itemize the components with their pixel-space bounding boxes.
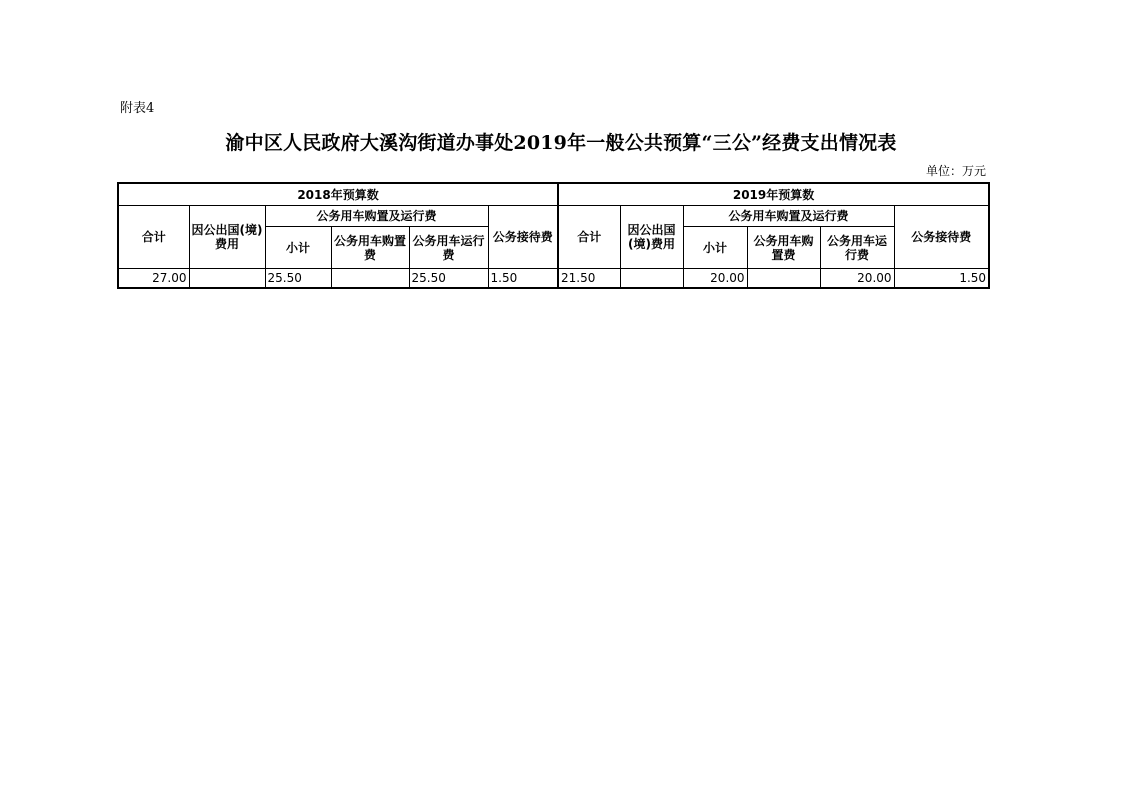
col-2019-abroad: 因公出国(境)费用 <box>620 206 683 269</box>
cell-2018-vehicle-operation: 25.50 <box>409 269 488 289</box>
col-2018-abroad: 因公出国(境)费用 <box>189 206 265 269</box>
cell-2019-vehicle-operation: 20.00 <box>820 269 894 289</box>
cell-2019-subtotal: 20.00 <box>683 269 747 289</box>
attachment-label: 附表4 <box>120 101 155 116</box>
year-2018-header: 2018年预算数 <box>118 183 558 206</box>
unit-label: 单位：万元 <box>925 164 986 178</box>
col-2019-vehicle-operation: 公务用车运行费 <box>820 227 894 269</box>
col-2018-vehicle-operation: 公务用车运行费 <box>409 227 488 269</box>
cell-2019-total: 21.50 <box>558 269 620 289</box>
document-title: 渝中区人民政府大溪沟街道办事处2019年一般公共预算“三公”经费支出情况表 <box>225 132 897 154</box>
cell-2019-vehicle-purchase <box>747 269 820 289</box>
col-2018-vehicle-purchase: 公务用车购置费 <box>331 227 409 269</box>
col-2019-reception: 公务接待费 <box>894 206 989 269</box>
year-2019-header: 2019年预算数 <box>558 183 989 206</box>
col-2018-subtotal: 小计 <box>265 227 331 269</box>
budget-table <box>117 182 990 289</box>
cell-2018-subtotal: 25.50 <box>265 269 331 289</box>
col-2018-total: 合计 <box>118 206 189 269</box>
cell-2019-abroad <box>620 269 683 289</box>
cell-2018-abroad <box>189 269 265 289</box>
cell-2018-vehicle-purchase <box>331 269 409 289</box>
col-2019-vehicle-purchase: 公务用车购置费 <box>747 227 820 269</box>
cell-2018-total: 27.00 <box>118 269 189 289</box>
col-2019-subtotal: 小计 <box>683 227 747 269</box>
cell-2019-reception: 1.50 <box>894 269 989 289</box>
col-2019-total: 合计 <box>558 206 620 269</box>
table-row <box>118 269 989 289</box>
header-row-groups <box>118 206 989 227</box>
col-2018-reception: 公务接待费 <box>488 206 558 269</box>
col-2018-vehicle-group: 公务用车购置及运行费 <box>265 206 488 227</box>
col-2019-vehicle-group: 公务用车购置及运行费 <box>683 206 894 227</box>
cell-2018-reception: 1.50 <box>488 269 558 289</box>
header-row-years <box>118 183 989 206</box>
